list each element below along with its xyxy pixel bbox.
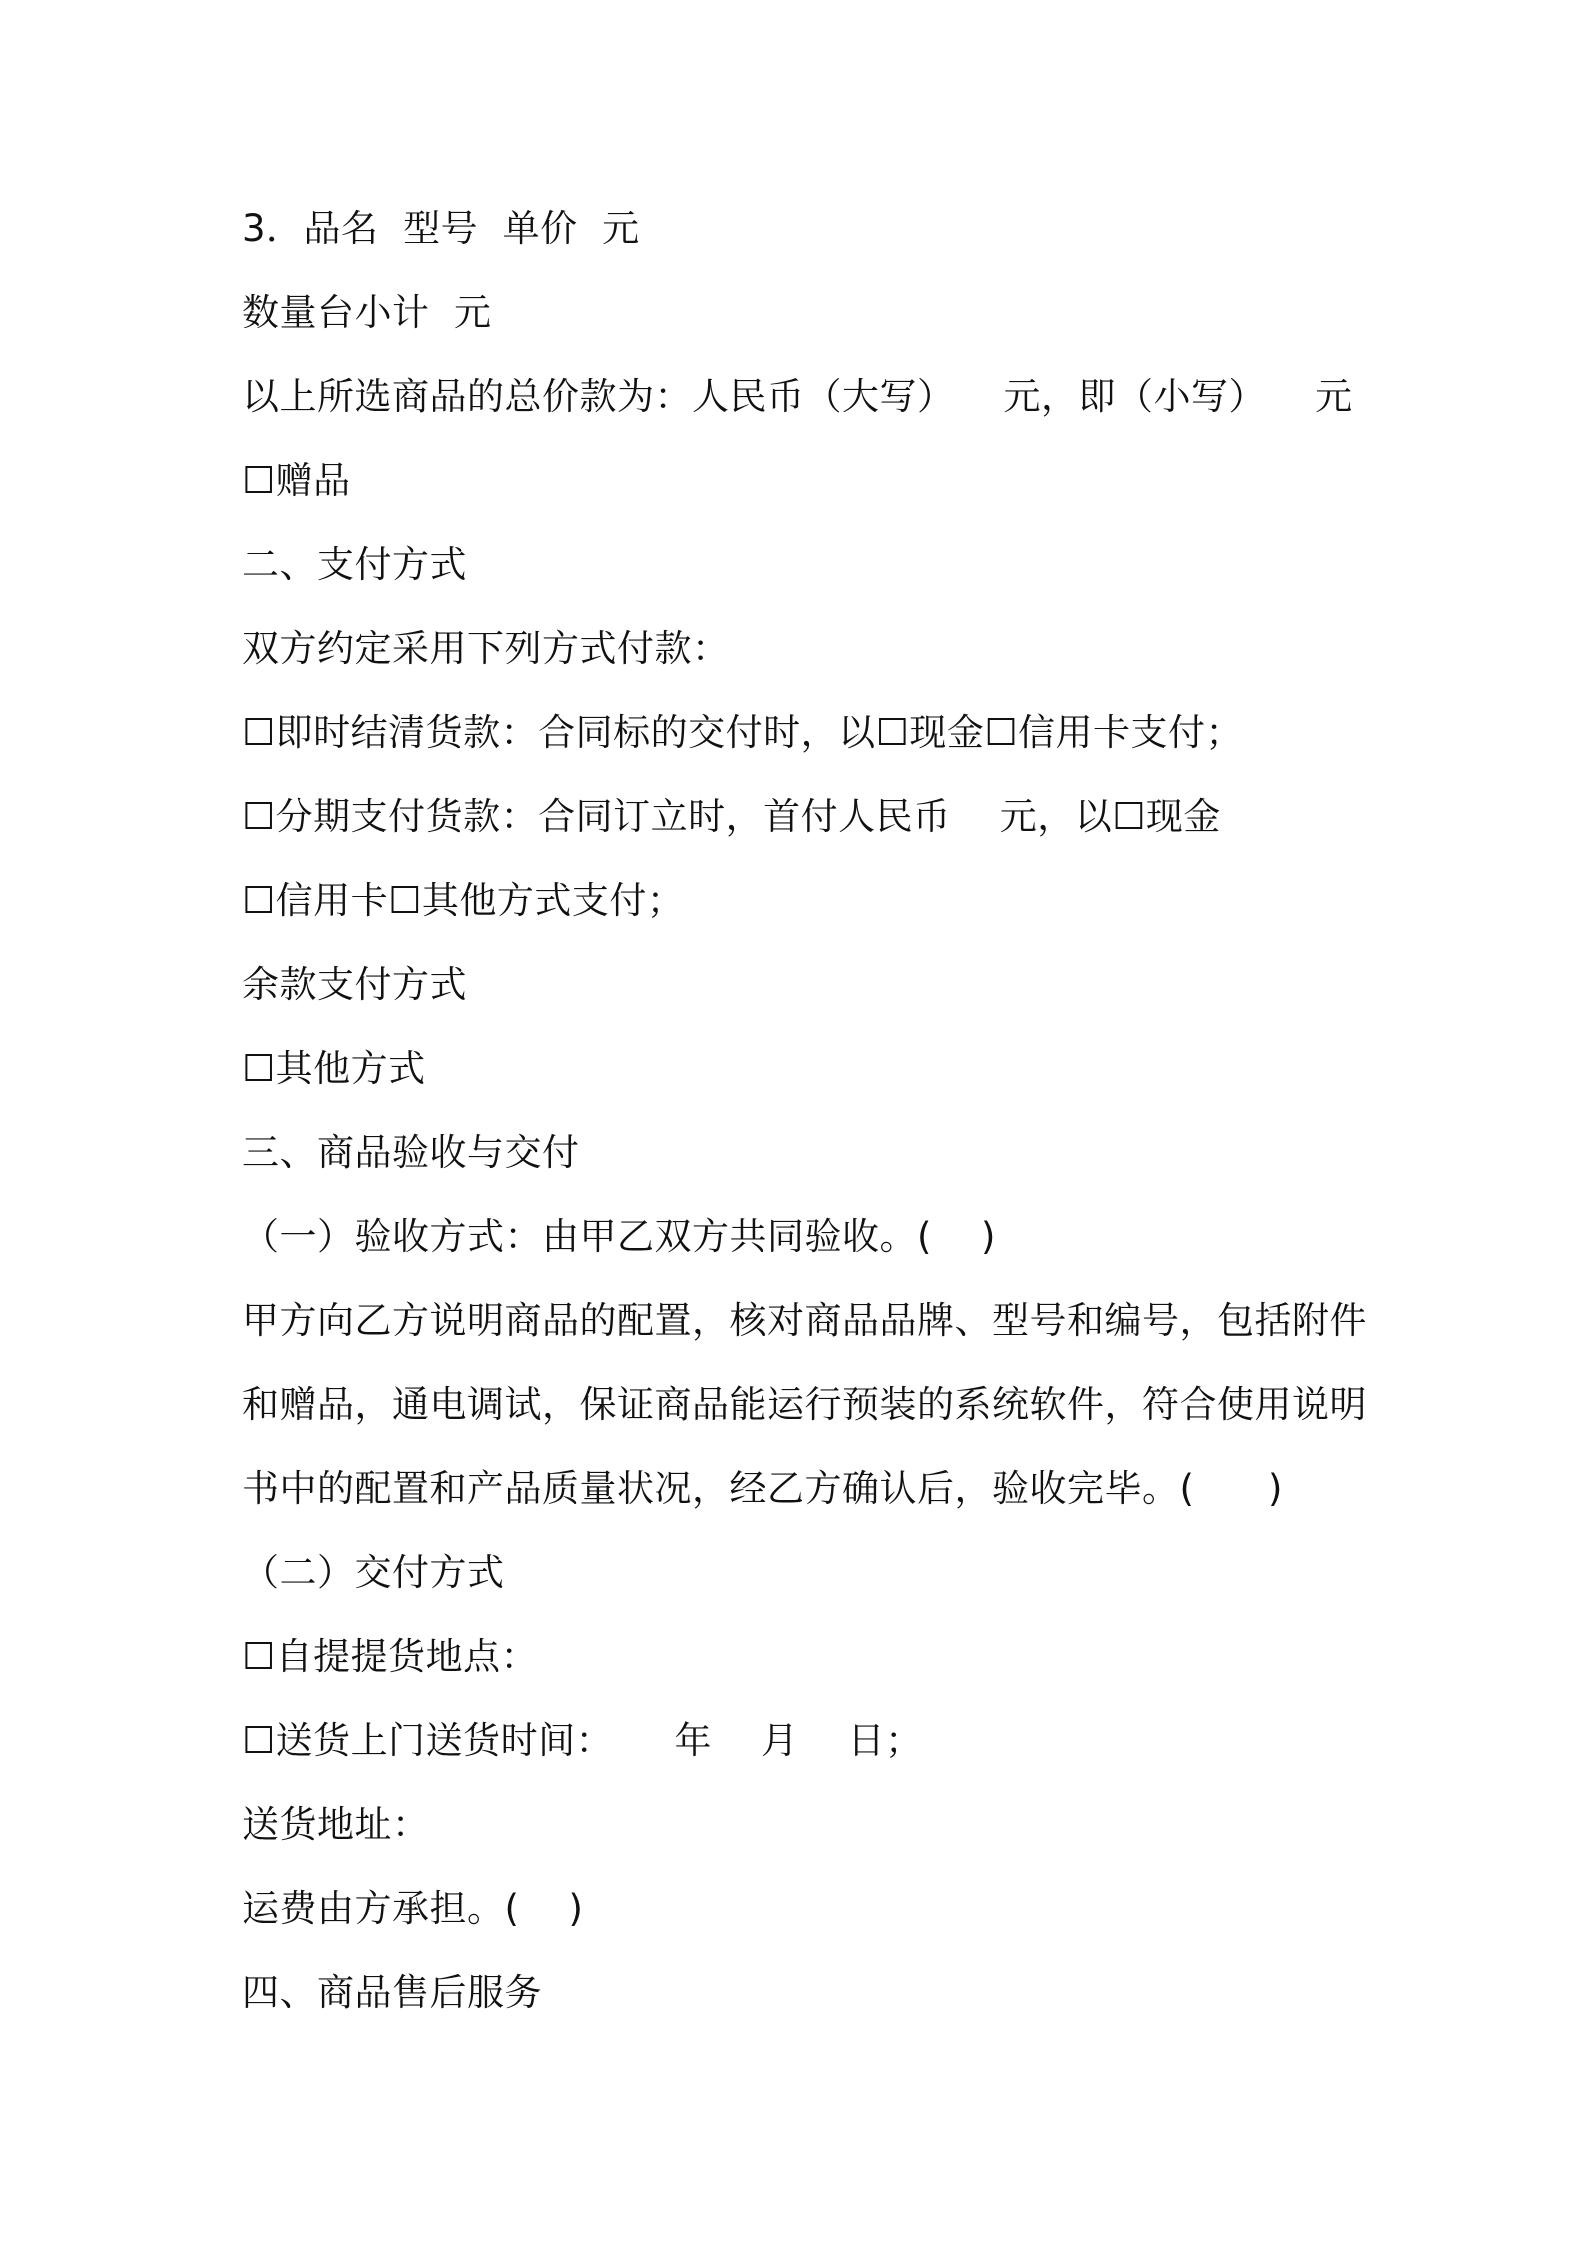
delivery-address-line: 送货地址： — [242, 1803, 430, 1846]
section-2-heading: 二、支付方式 — [242, 543, 467, 586]
total-price-line: 以上所选商品的总价款为：人民币（大写） 元，即（小写） 元 — [242, 375, 1353, 418]
self-pickup-line: ☐自提提货地点： — [242, 1635, 539, 1678]
installment-payment-line: ☐分期支付货款：合同订立时，首付人民币 元，以☐现金 — [242, 795, 1221, 838]
inspection-detail-line-1: 甲方向乙方说明商品的配置，核对商品品牌、型号和编号，包括附件 — [242, 1299, 1367, 1342]
balance-payment-line: 余款支付方式 — [242, 963, 467, 1006]
section-3-heading: 三、商品验收与交付 — [242, 1131, 580, 1174]
section-4-heading: 四、商品售后服务 — [242, 1971, 542, 2014]
delivery-method-heading: （二）交付方式 — [242, 1551, 505, 1594]
freight-line: 运费由方承担。( ) — [242, 1887, 584, 1930]
immediate-payment-line: ☐即时结清货款：合同标的交付时，以☐现金☐信用卡支付； — [242, 711, 1244, 754]
other-method-line: ☐其他方式 — [242, 1047, 426, 1090]
gift-checkbox-line: ☐赠品 — [242, 459, 351, 502]
inspection-detail-line-2: 和赠品，通电调试，保证商品能运行预装的系统软件，符合使用说明 — [242, 1383, 1367, 1426]
item-3-product-line: 3．品名 型号 单价 元 — [242, 207, 640, 250]
quantity-subtotal-line: 数量台小计 元 — [242, 291, 492, 334]
inspection-method-line: （一）验收方式：由甲乙双方共同验收。( ) — [242, 1215, 996, 1258]
installment-method-line: ☐信用卡☐其他方式支付； — [242, 879, 685, 922]
home-delivery-line: ☐送货上门送货时间： 年 月 日； — [242, 1719, 923, 1762]
inspection-detail-line-3: 书中的配置和产品质量状况，经乙方确认后，验收完毕。( ) — [242, 1467, 1283, 1510]
payment-agreement-line: 双方约定采用下列方式付款： — [242, 627, 730, 670]
